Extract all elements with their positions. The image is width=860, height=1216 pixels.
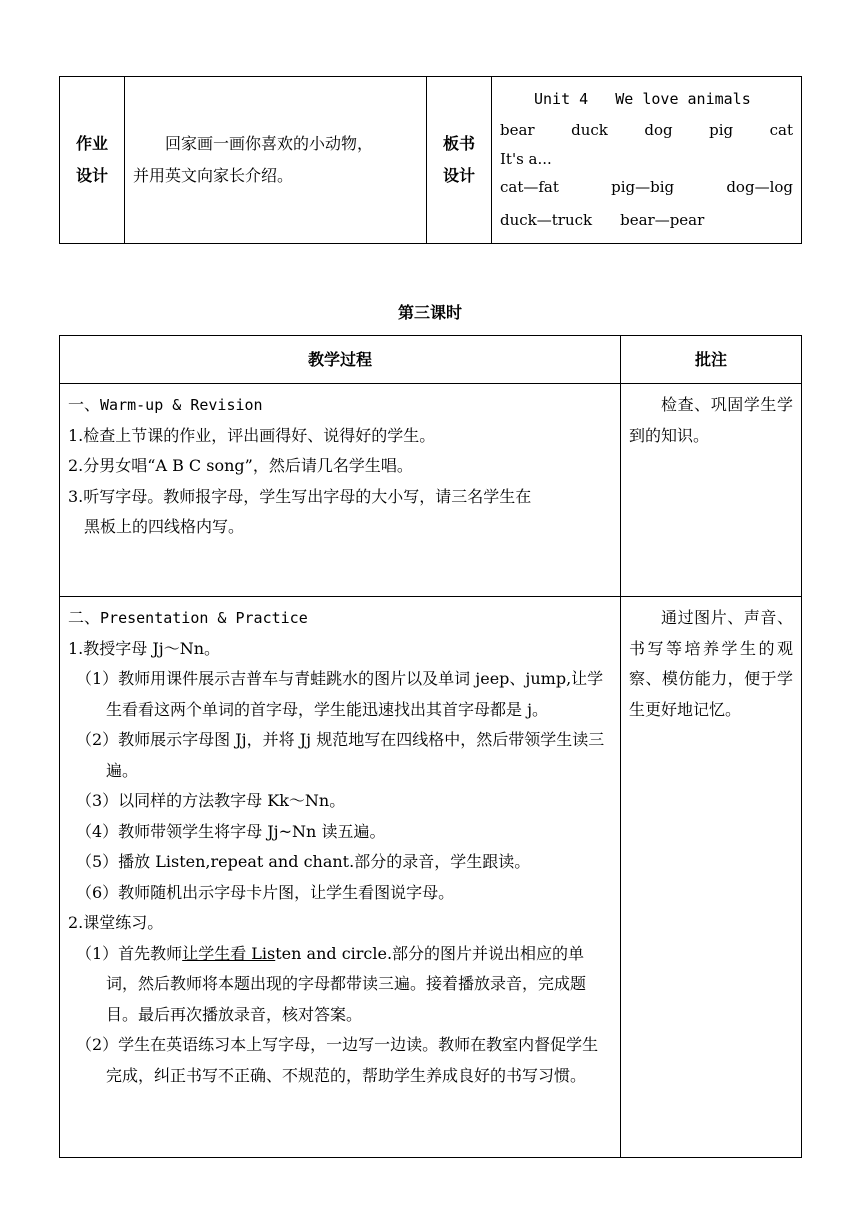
section-presentation-process <box>60 597 621 1158</box>
board-word: pig <box>709 120 734 139</box>
process-item: （2）学生在英语练习本上写字母，一边写一边读。教师在教室内督促学生完成，纠正书写不正确、不规范的，帮助学生养成良好的书写习惯。 <box>76 1035 599 1085</box>
board-rhyme: dog—log <box>726 177 793 196</box>
section-presentation-note: 通过图片、声音、书写等培养学生的观察、模仿能力，便于学生更好地记忆。 <box>621 597 802 1158</box>
board-word: duck <box>571 120 608 139</box>
homework-text: 回家画一画你喜欢的小动物， 并用英文向家长介绍。 <box>125 77 427 244</box>
teaching-process-table <box>59 335 802 1158</box>
section-row-presentation <box>60 597 802 1158</box>
process-item: （2）教师展示字母图 Jj，并将 Jj 规范地写在四线格中，然后带领学生读三遍。 <box>76 730 605 780</box>
board-rhyme: bear—pear <box>620 210 705 229</box>
board-rhyme: pig—big <box>611 177 675 196</box>
lesson-title: 第三课时 <box>397 303 462 322</box>
process-item: （6）教师随机出示字母卡片图，让学生看图说字母。 <box>76 882 455 902</box>
process-subheading: 1.教授字母 Jj～Nn。 <box>68 638 221 658</box>
process-item: （3）以同样的方法教字母 Kk～Nn。 <box>76 791 346 810</box>
section-heading: 一、Warm-up & Revision <box>68 395 263 414</box>
process-item: （1）首先教师让学生看 Listen and circle.部分的图片并说出相应的单词，然后教师将本题出现的字母都带读三遍。接着播放录音，完成题目。最后再次播放录音，核对答案。 <box>76 943 587 1024</box>
board-animals-row <box>500 114 793 147</box>
board-label: 板书 设计 <box>427 77 492 244</box>
section-heading: 二、Presentation & Practice <box>68 608 308 627</box>
process-line: 2.分男女唱“A B C song”，然后请几名学生唱。 <box>68 456 413 475</box>
homework-board-table <box>59 76 802 244</box>
process-item: （5）播放 Listen,repeat and chant.部分的录音，学生跟读。 <box>76 852 531 871</box>
section-warmup-note: 检查、巩固学生学到的知识。 <box>621 384 802 597</box>
process-item: （4）教师带领学生将字母 Jj~Nn 读五遍。 <box>76 821 386 841</box>
section-row-warmup <box>60 384 802 597</box>
board-design <box>492 77 802 244</box>
board-sentence: It's a... <box>500 149 552 168</box>
board-word: bear <box>500 120 535 139</box>
process-subheading: 2.课堂练习。 <box>68 913 164 932</box>
homework-label: 作业 设计 <box>60 77 125 244</box>
process-line: 3.听写字母。教师报字母，学生写出字母的大小写，请三名学生在 <box>68 486 532 506</box>
board-rhyme: cat—fat <box>500 177 559 196</box>
column-header-notes: 批注 <box>621 336 802 384</box>
board-unit-title: Unit 4 We love animals <box>534 89 751 108</box>
board-word: cat <box>769 120 793 139</box>
process-line: 黑板上的四线格内写。 <box>84 517 245 536</box>
process-item: （1）教师用课件展示吉普车与青蛙跳水的图片以及单词 jeep、jump,让学生看看这两个单词的首字母，学生能迅速找出其首字母都是 j。 <box>76 669 604 719</box>
board-rhymes-row2 <box>500 204 793 237</box>
section-warmup-process <box>60 384 621 597</box>
board-word: dog <box>644 120 673 139</box>
board-rhyme: duck—truck <box>500 210 593 229</box>
board-rhymes-row1 <box>500 171 793 204</box>
column-header-process: 教学过程 <box>60 336 621 384</box>
process-line: 1.检查上节课的作业，评出画得好、说得好的学生。 <box>68 425 436 445</box>
